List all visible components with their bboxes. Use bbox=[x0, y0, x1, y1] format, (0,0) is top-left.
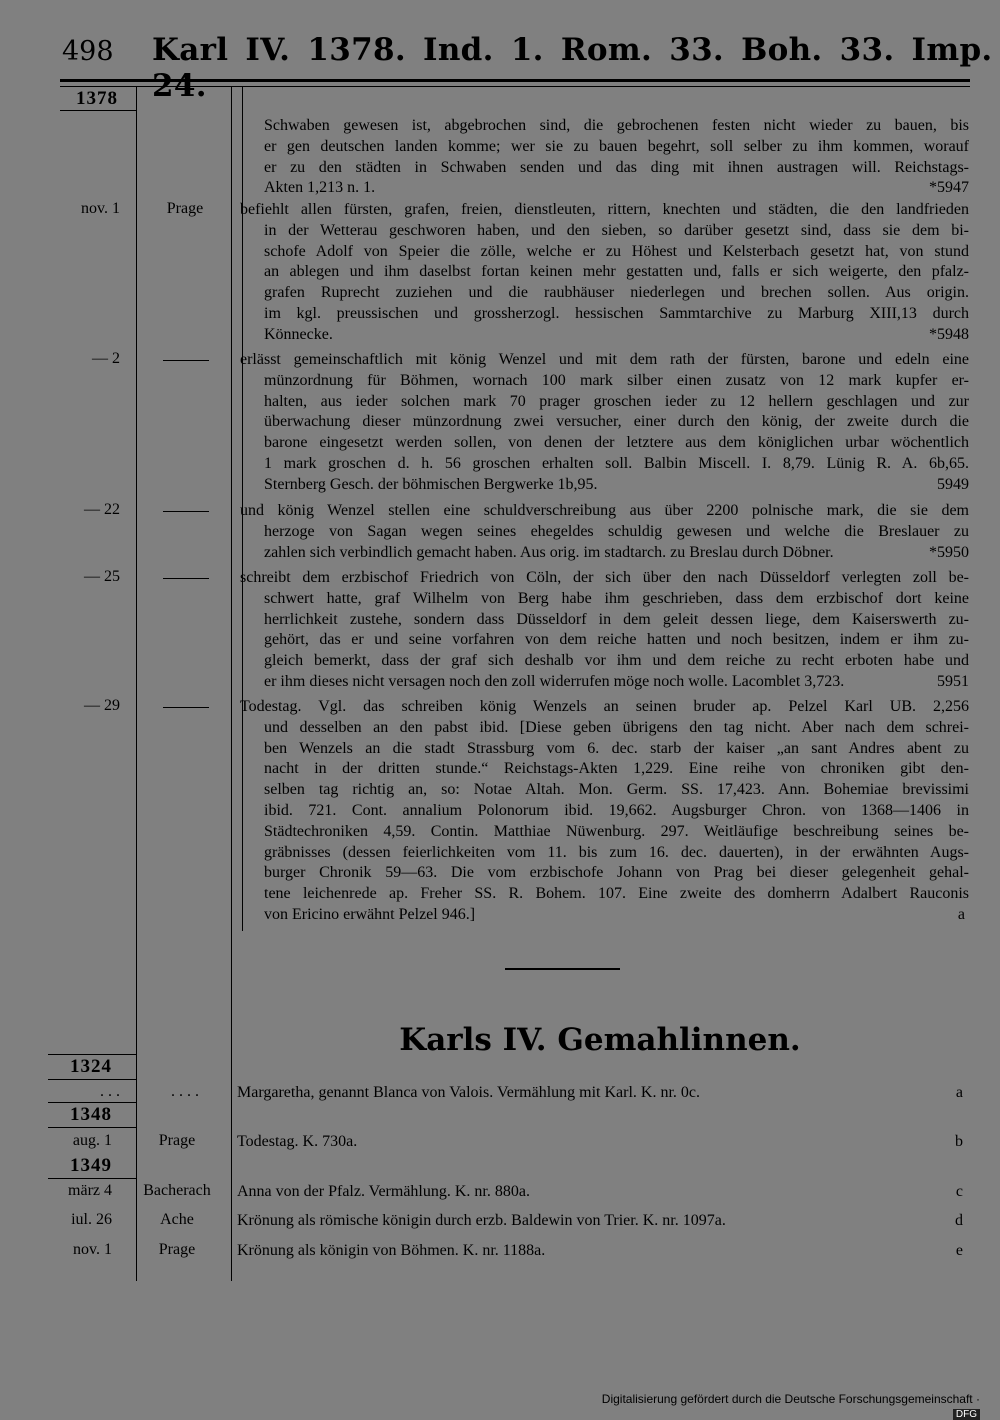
entry-line: er gen deutschen landen komme; wer sie zu bauen begehrt, soll selber zu ihm kommen, worauf bbox=[264, 137, 969, 155]
credit-text: Digitalisierung gefördert durch die Deutsche Forschungsgemeinschaft bbox=[601, 1392, 973, 1406]
entry-line: tene leichenrede ap. Freher SS. R. Bohem. 107. Eine zweite des domherrn Adalbert Rauconis bbox=[264, 885, 969, 903]
entry-line: an ablegen und ihm daselbst fortan keinen mehr gestatten und, falls er sich weigerte, den pfalz- bbox=[264, 263, 969, 281]
entry-date: . . . bbox=[100, 1083, 120, 1100]
entry-line: Krönung als königin von Böhmen. K. nr. 1188a. e bbox=[237, 1241, 963, 1262]
entry-date: — 25 bbox=[84, 568, 120, 585]
regest-number: *5948 bbox=[929, 325, 969, 343]
page-header bbox=[0, 32, 1000, 72]
page-number: 498 bbox=[62, 36, 114, 67]
entry-line: ibid. 721. Cont. annalium Polonorum ibid. 19,662. Augsburger Chron. von 1368—1406 in bbox=[264, 801, 969, 819]
dfg-logo: DFG bbox=[953, 1409, 980, 1420]
regest-letter: d bbox=[955, 1212, 963, 1229]
entry-line: grafen Ruprecht zuziehen und die raubhäuser niederlegen und brechen sollen. Aus origin. bbox=[264, 284, 969, 302]
year-label: 1348 bbox=[70, 1104, 112, 1125]
entry-line: herzoge von Sagan wegen seines ehegeldes schuldig gewesen und welche die Breslauer zu bbox=[264, 522, 969, 540]
regest-letter: a bbox=[955, 1084, 963, 1101]
entry-line: und desselben an den pabst ibid. [Diese geben übrigens den tag nicht. Aber nach dem schrei- bbox=[264, 718, 969, 736]
entry-line: burger Chronik 59—63. Die vom erzbischofe Johann von Prag bei dieser gelegenheit gehal- bbox=[264, 864, 969, 882]
entry-line: schwert hatte, graf Wilhelm von Berg habe ihm geschrieben, dass dem erzbischof dort keine bbox=[264, 589, 969, 607]
entry-5950 bbox=[240, 501, 969, 563]
entry-line: schreibt dem erzbischof Friedrich von Cöln, der sich über den nach Düsseldorf verlegten zoll be- bbox=[240, 569, 969, 586]
year-rule bbox=[48, 1127, 136, 1128]
entry-date: iul. 26 bbox=[71, 1211, 112, 1228]
entry-date: — 29 bbox=[84, 697, 120, 714]
entry-line: Könnecke. *5948 bbox=[240, 325, 969, 346]
entry-line: in der Wetterau geschworen haben, und den sieben, so darüber gesetzt sind, dass sie dem bi- bbox=[264, 221, 969, 239]
entry-5949 bbox=[240, 350, 969, 496]
entry-line: Städtechroniken 4,59. Contin. Matthiae Nüwenburg. 297. Weitläufige beschreibung seines be- bbox=[264, 822, 969, 840]
entry-place: Prage bbox=[158, 1132, 196, 1149]
running-title: Karl IV. 1378. Ind. 1. Rom. 33. Boh. 33. Imp. bbox=[152, 32, 993, 68]
spouse-entry bbox=[237, 1241, 963, 1262]
entry-place: . . . . bbox=[171, 1083, 199, 1100]
entry-line: ben Wenzels an die stadt Strassburg vom 6. dec. starb der kaiser „an sant Andres abent zu bbox=[264, 739, 969, 757]
year-label: 1349 bbox=[70, 1155, 112, 1176]
year-rule bbox=[60, 110, 136, 111]
entry-line: von Ericino erwähnt Pelzel 946.] a bbox=[240, 905, 969, 926]
entry-place: Bacherach bbox=[143, 1182, 211, 1199]
entry-date: aug. 1 bbox=[72, 1132, 112, 1149]
entry-line: gräbnisses (dessen feierlichkeiten vom 11. bis zum 16. dec. dauerten), in der erwähnten Augs- bbox=[264, 843, 969, 861]
entry-line: 1 mark groschen d. h. 56 groschen erhalten soll. Balbin Miscell. I. 8,79. Lünig R. A. 6b,65. bbox=[264, 454, 969, 472]
spouse-entry bbox=[237, 1132, 963, 1153]
entry-line: münzordnung für Böhmen, wornach 100 mark silber einen zusatz von 12 mark kupfer er- bbox=[264, 371, 969, 389]
column-divider-date bbox=[136, 86, 137, 1281]
entry-line: Sternberg Gesch. der böhmischen Bergwerke 1b,95. 5949 bbox=[240, 475, 969, 496]
entry-line: Margaretha, genannt Blanca von Valois. Vermählung mit Karl. K. nr. 0c. a bbox=[237, 1083, 963, 1104]
entry-line: gehört, das er und seine vorfahren von dem reiche hatten und noch besitzen, indem er ihm zu- bbox=[264, 631, 969, 649]
ditto-dash bbox=[163, 511, 209, 512]
spouse-entry bbox=[237, 1182, 963, 1203]
regest-letter: c bbox=[955, 1183, 963, 1200]
year-rule bbox=[48, 1079, 136, 1080]
entry-line: Schwaben gewesen ist, abgebrochen sind, die gebrochenen festen nicht wieder zu bauen, bis bbox=[264, 117, 969, 134]
entry-line: Anna von der Pfalz. Vermählung. K. nr. 880a. c bbox=[237, 1182, 963, 1203]
entry-line: er zu den städten in Schwaben senden und das ding mit ihnen austragen will. Reichstags- bbox=[264, 158, 969, 176]
spouse-entry bbox=[237, 1083, 963, 1104]
year-rule bbox=[48, 1178, 136, 1179]
entry-line: gleich bemerkt, dass der graf sich deshalb vor ihm und dem reiche zu recht erboten habe und bbox=[264, 652, 969, 670]
ditto-dash bbox=[163, 360, 209, 361]
entry-date: nov. 1 bbox=[73, 1241, 112, 1258]
entry-line: schofe Adolf von Speier die zölle, welche er zu Höhest und Kelsterbach gesetzt hat, von stund bbox=[264, 242, 969, 260]
entry-date: — 22 bbox=[84, 501, 120, 518]
entry-line: Todestag. Vgl. das schreiben könig Wenzels an seinen bruder ap. Pelzel Karl UB. 2,256 bbox=[240, 698, 969, 715]
entry-5951 bbox=[240, 568, 969, 693]
entry-line: zahlen sich verbindlich gemacht haben. Aus orig. im stadtarch. zu Breslau durch Döbner. *5950 bbox=[240, 543, 969, 564]
regest-number: 5949 bbox=[937, 475, 969, 493]
entry-line: Todestag. K. 730a. b bbox=[237, 1132, 963, 1153]
year-label: 1324 bbox=[70, 1056, 112, 1077]
entry-line: halten, aus ieder solchen mark 70 prager groschen ieder zu 12 hellern geschlagen und zur bbox=[264, 392, 969, 410]
entry-death bbox=[240, 697, 969, 926]
entry-line: er ihm dieses nicht versagen noch den zoll widerrufen möge noch wolle. Lacomblet 3,723. 5951 bbox=[240, 672, 969, 693]
regest-number: *5947 bbox=[929, 179, 969, 197]
regest-letter: e bbox=[955, 1242, 963, 1259]
digitization-credit: Digitalisierung gefördert durch die Deutsche Forschungsgemeinschaft · DFG bbox=[601, 1392, 980, 1420]
entry-line: Akten 1,213 n. 1. *5947 bbox=[264, 178, 969, 199]
entry-date: märz 4 bbox=[68, 1182, 112, 1199]
ditto-dash bbox=[163, 707, 209, 708]
entry-place: Ache bbox=[160, 1211, 194, 1228]
header-rule bbox=[60, 79, 970, 82]
spouse-entry bbox=[237, 1211, 963, 1232]
year-rule bbox=[48, 1054, 136, 1055]
entry-line: herrlichkeit zustehe, sondern dass Düsseldorf in dem geleit dessen liege, dem Kaiserswerth zu- bbox=[264, 610, 969, 628]
regest-letter: b bbox=[955, 1133, 963, 1150]
year-label: 1378 bbox=[76, 88, 118, 109]
entry-line: selben tag richtig an, so: Notae Altah. Mon. Germ. SS. 17,423. Ann. Bohemiae brevissimi bbox=[264, 781, 969, 799]
entry-line: barone eingesetzt werden sollen, von denen der letztere aus dem königlichen urbar wöchentlich bbox=[264, 434, 969, 452]
entry-line: Krönung als römische königin durch erzb. Baldewin von Trier. K. nr. 1097a. d bbox=[237, 1211, 963, 1232]
entry-line: überwachung dieser münzordnung zwei versucher, einer durch den könig, der zweite durch die bbox=[264, 413, 969, 431]
entry-line: befiehlt allen fürsten, grafen, freien, dienstleuten, rittern, knechten und städten, die den landfrieden bbox=[240, 201, 969, 218]
regest-letter: a bbox=[957, 905, 965, 923]
section-separator bbox=[505, 968, 620, 970]
entry-place: Prage bbox=[158, 1241, 196, 1258]
entry-5948 bbox=[240, 200, 969, 346]
section-title: Karls IV. Gemahlinnen. bbox=[399, 1022, 801, 1058]
ditto-dash bbox=[163, 578, 209, 579]
entry-date: nov. 1 bbox=[81, 200, 120, 217]
regest-number: 5951 bbox=[937, 672, 969, 690]
regest-number: *5950 bbox=[929, 543, 969, 561]
entry-line: und könig Wenzel stellen eine schuldverschreibung aus über 2200 polnische mark, die sie dem bbox=[240, 502, 969, 519]
entry-continuation bbox=[264, 116, 969, 199]
entry-line: nacht in der dritten stunde.“ Reichstags-Akten 1,229. Eine reihe von chroniken gibt den- bbox=[264, 760, 969, 778]
entry-line: im kgl. preussischen und grossherzogl. hessischen Sammtarchive zu Marburg XIII,13 durch bbox=[264, 304, 969, 322]
year-rule bbox=[48, 1102, 136, 1103]
header-rule-thin bbox=[60, 86, 970, 87]
entry-date: — 2 bbox=[92, 350, 120, 367]
entry-line: erlässt gemeinschaftlich mit könig Wenzel und mit dem rath der fürsten, barone und edeln eine bbox=[240, 351, 969, 368]
entry-place: Prage bbox=[166, 200, 204, 217]
column-divider-place bbox=[231, 86, 232, 1281]
